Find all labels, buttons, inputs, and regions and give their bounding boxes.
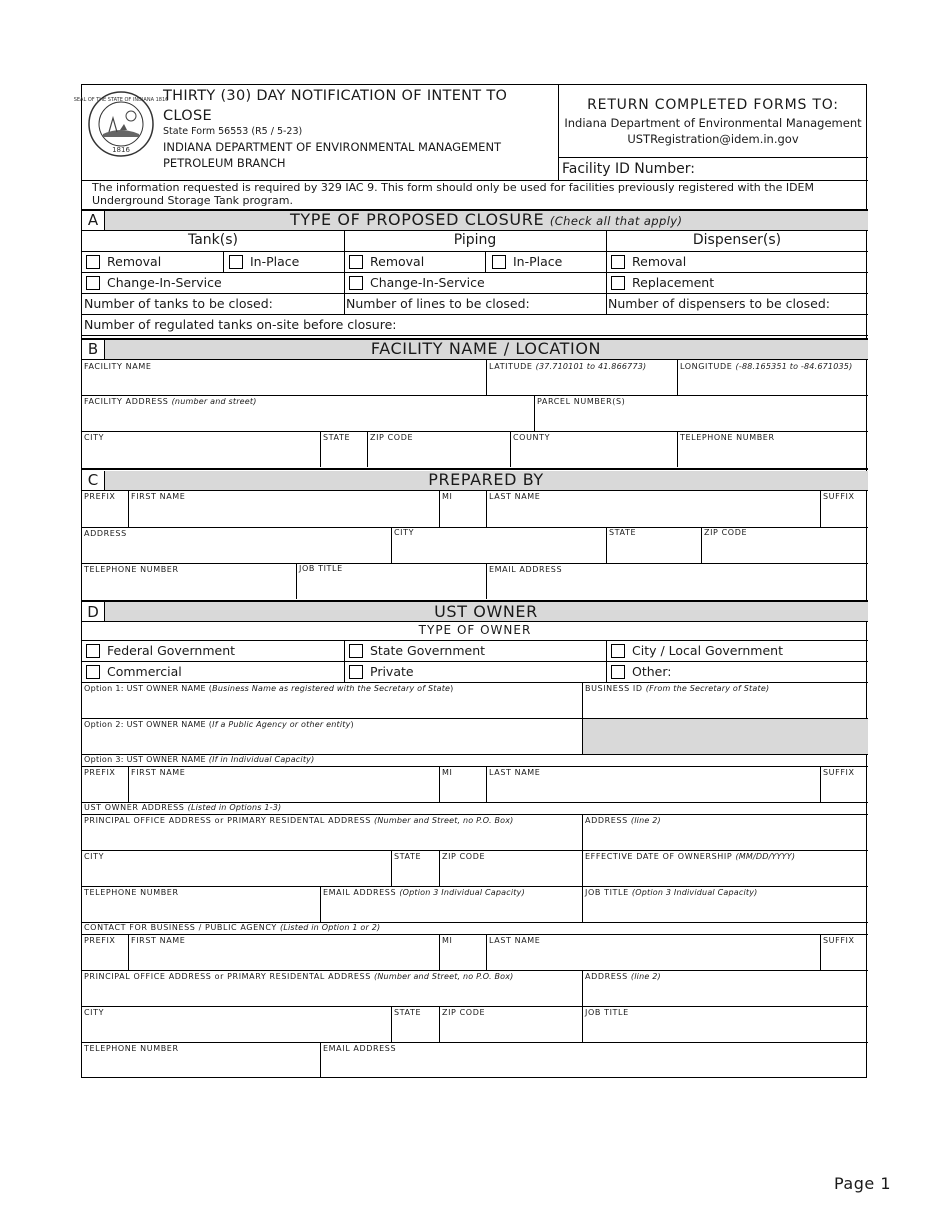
c-mi-field[interactable]: MI <box>442 492 453 501</box>
c-email-field[interactable]: EMAIL ADDRESS <box>489 565 563 574</box>
col-divider <box>510 431 511 467</box>
longitude-field[interactable] <box>680 362 852 372</box>
col-divider <box>677 431 678 467</box>
facility-address-field[interactable] <box>84 397 257 407</box>
b-state-field[interactable]: STATE <box>323 433 351 442</box>
col-divider <box>439 1006 440 1042</box>
pipe-inplace-checkbox[interactable] <box>492 255 506 269</box>
col-divider <box>439 850 440 886</box>
col-divider <box>677 359 678 395</box>
col-divider <box>391 850 392 886</box>
return-email[interactable]: USTRegistration@idem.in.gov <box>627 132 799 146</box>
contact-telephone-field[interactable]: TELEPHONE NUMBER <box>84 1044 179 1053</box>
col-divider <box>486 563 487 599</box>
rule <box>82 431 868 432</box>
piping-header: Piping <box>453 232 497 248</box>
contact-state-field[interactable]: STATE <box>394 1008 422 1017</box>
other-checkbox[interactable] <box>611 665 625 679</box>
d-email-field[interactable] <box>323 888 525 898</box>
rule <box>82 1042 868 1043</box>
section-a-title-text: TYPE OF PROPOSED CLOSURE <box>290 210 545 229</box>
col-divider <box>344 640 345 682</box>
contact-mi-field[interactable]: MI <box>442 936 453 945</box>
col-divider <box>296 563 297 599</box>
rule <box>82 335 868 336</box>
col-divider <box>606 527 607 563</box>
federal-checkbox[interactable] <box>86 644 100 658</box>
section-a-title <box>290 210 682 231</box>
section-a-letter: A <box>87 211 99 229</box>
section-b-title: FACILITY NAME / LOCATION <box>370 339 602 358</box>
rule <box>82 230 868 231</box>
section-d-title: UST OWNER <box>434 602 538 621</box>
rule <box>82 490 868 491</box>
owner-address-hint: (Listed in Options 1-3) <box>187 803 282 812</box>
closure-form <box>73 84 867 1078</box>
contact-email-field[interactable]: EMAIL ADDRESS <box>323 1044 397 1053</box>
commercial-checkbox[interactable] <box>86 665 100 679</box>
tank-inplace-checkbox[interactable] <box>229 255 243 269</box>
contact-job-title-field[interactable]: JOB TITLE <box>585 1008 629 1017</box>
rule <box>82 886 868 887</box>
address-line2-hint: (line 2) <box>630 816 661 825</box>
rule <box>82 395 868 396</box>
effective-date-hint: (MM/DD/YYYY) <box>735 852 796 861</box>
branch-name: PETROLEUM BRANCH <box>163 156 286 170</box>
opt1-hint: Business Name as registered with the Secretary of State <box>212 684 451 693</box>
business-id-label: BUSINESS ID <box>585 684 643 693</box>
svg-text:1816: 1816 <box>112 146 130 154</box>
col-divider <box>820 766 821 802</box>
d-first-name-field[interactable]: FIRST NAME <box>131 768 186 777</box>
email3-hint: (Option 3 Individual Capacity) <box>399 888 525 897</box>
pipe-change-checkbox[interactable] <box>349 276 363 290</box>
num-lines-field[interactable]: Number of lines to be closed: <box>346 296 530 311</box>
c-state-field[interactable]: STATE <box>609 528 637 537</box>
rule <box>82 814 868 815</box>
contact-prefix-field[interactable]: PREFIX <box>84 936 116 945</box>
tank-change-checkbox[interactable] <box>86 276 100 290</box>
num-dispensers-field[interactable]: Number of dispensers to be closed: <box>608 296 830 311</box>
d-zip-field[interactable]: ZIP CODE <box>442 852 486 861</box>
rule <box>82 272 868 273</box>
col-divider <box>486 934 487 970</box>
col-divider <box>439 766 440 802</box>
state-form-number: State Form 56553 (R5 / 5-23) <box>163 126 303 137</box>
col-divider <box>485 251 486 272</box>
section-c-letter: C <box>87 471 99 489</box>
owner-address-heading <box>84 803 281 813</box>
d-telephone-field[interactable]: TELEPHONE NUMBER <box>84 888 179 897</box>
col-divider <box>606 230 607 314</box>
private-label: Private <box>370 664 414 679</box>
opt3-hint: (If in Individual Capacity) <box>208 755 315 764</box>
contact-heading <box>84 923 380 933</box>
tank-change-label: Change-In-Service <box>107 275 222 290</box>
rule <box>82 640 868 641</box>
d-job-title-field[interactable] <box>585 888 757 898</box>
contact-hint: (Listed in Option 1 or 2) <box>280 923 381 932</box>
col-divider <box>820 490 821 527</box>
page-number: Page 1 <box>834 1174 891 1193</box>
col-divider <box>582 814 583 850</box>
contact-suffix-field[interactable]: SUFFIX <box>823 936 855 945</box>
contact-address-line2-label: ADDRESS <box>585 972 628 981</box>
col-divider <box>128 490 129 527</box>
principal-address-hint: (Number and Street, no P.O. Box) <box>374 816 514 825</box>
rule <box>82 527 868 528</box>
contact-last-name-field[interactable]: LAST NAME <box>489 936 541 945</box>
num-tanks-field[interactable]: Number of tanks to be closed: <box>84 296 273 311</box>
contact-label: CONTACT FOR BUSINESS / PUBLIC AGENCY <box>84 923 277 932</box>
rule <box>82 661 868 662</box>
tank-removal-label: Removal <box>107 254 162 269</box>
title-line-2: CLOSE <box>163 108 212 124</box>
col-divider <box>582 886 583 922</box>
contact-first-name-field[interactable]: FIRST NAME <box>131 936 186 945</box>
facility-name-field[interactable]: FACILITY NAME <box>84 362 152 371</box>
effective-date-field[interactable] <box>585 852 795 862</box>
c-address-field[interactable]: ADDRESS <box>84 529 127 538</box>
latitude-label: LATITUDE <box>489 362 533 371</box>
b-zip-field[interactable]: ZIP CODE <box>370 433 414 442</box>
section-d-letter: D <box>87 603 99 621</box>
city-local-label: City / Local Government <box>632 643 783 658</box>
d-prefix-field[interactable]: PREFIX <box>84 768 116 777</box>
c-last-name-field[interactable]: LAST NAME <box>489 492 541 501</box>
pipe-removal-checkbox[interactable] <box>349 255 363 269</box>
b-city-field[interactable]: CITY <box>84 433 105 442</box>
commercial-label: Commercial <box>107 664 182 679</box>
opt3-heading <box>84 755 314 765</box>
section-a-letter-divider <box>104 210 105 230</box>
rule <box>82 766 868 767</box>
owner-address-label: UST OWNER ADDRESS <box>84 803 185 812</box>
tank-removal-checkbox[interactable] <box>86 255 100 269</box>
opt2-close: ) <box>350 720 354 729</box>
col-divider <box>486 766 487 802</box>
rule <box>82 293 868 294</box>
disp-replacement-checkbox[interactable] <box>611 276 625 290</box>
b-telephone-field[interactable]: TELEPHONE NUMBER <box>680 433 775 442</box>
c-job-title-field[interactable]: JOB TITLE <box>299 564 343 573</box>
city-local-checkbox[interactable] <box>611 644 625 658</box>
col-divider <box>439 490 440 527</box>
rule <box>82 359 868 360</box>
effective-date-label: EFFECTIVE DATE OF OWNERSHIP <box>585 852 733 861</box>
c-telephone-field[interactable]: TELEPHONE NUMBER <box>84 565 179 574</box>
rule <box>82 314 868 315</box>
form-title <box>163 86 507 126</box>
col-divider <box>128 934 129 970</box>
opt1-label: Option 1: UST OWNER NAME ( <box>84 684 213 693</box>
d-last-name-field[interactable]: LAST NAME <box>489 768 541 777</box>
col-divider <box>344 230 345 314</box>
svg-text:SEAL OF THE STATE OF INDIANA 1: SEAL OF THE STATE OF INDIANA 1816 <box>73 97 169 103</box>
job-title3-hint: (Option 3 Individual Capacity) <box>631 888 758 897</box>
col-divider <box>486 490 487 527</box>
type-of-owner-heading: TYPE OF OWNER <box>418 623 532 637</box>
contact-city-field[interactable]: CITY <box>84 1008 105 1017</box>
col-divider <box>582 1006 583 1042</box>
business-id-hint: (From the Secretary of State) <box>645 684 770 693</box>
title-line-1: THIRTY (30) DAY NOTIFICATION OF INTENT TO <box>163 88 508 104</box>
disp-replacement-label: Replacement <box>632 275 715 290</box>
private-checkbox[interactable] <box>349 665 363 679</box>
opt2-label: Option 2: UST OWNER NAME ( <box>84 720 213 729</box>
rule <box>82 970 868 971</box>
disp-removal-label: Removal <box>632 254 687 269</box>
col-divider <box>320 886 321 922</box>
c-city-field[interactable]: CITY <box>394 528 415 537</box>
col-divider <box>820 934 821 970</box>
address-line2-field[interactable] <box>585 816 661 826</box>
info-notice: The information requested is required by 329 IAC 9. This form should only be used for facilities previously registered with the IDEM Underground Storage Tank program. <box>92 181 814 207</box>
col-divider <box>701 527 702 563</box>
col-divider <box>391 527 392 563</box>
col-divider <box>320 1042 321 1078</box>
col-divider <box>128 766 129 802</box>
pipe-inplace-label: In-Place <box>513 254 563 269</box>
col-divider <box>534 395 535 431</box>
tanks-header: Tank(s) <box>187 232 238 248</box>
contact-principal-address-hint: (Number and Street, no P.O. Box) <box>374 972 514 981</box>
opt1-owner-name-field[interactable] <box>84 684 454 694</box>
section-c-title: PREPARED BY <box>428 470 544 489</box>
rule <box>82 563 868 564</box>
facility-address-label: FACILITY ADDRESS <box>84 397 169 406</box>
rule <box>82 621 868 622</box>
opt2-hint: If a Public Agency or other entity <box>212 720 351 729</box>
num-regulated-field[interactable]: Number of regulated tanks on-site before closure: <box>84 317 397 332</box>
c-suffix-field[interactable]: SUFFIX <box>823 492 855 501</box>
c-first-name-field[interactable]: FIRST NAME <box>131 492 186 501</box>
latitude-range: (37.710101 to 41.866773) <box>535 362 647 371</box>
rule <box>82 1006 868 1007</box>
opt2-owner-name-field[interactable] <box>84 720 354 730</box>
col-divider <box>582 970 583 1006</box>
state-gov-label: State Government <box>370 643 486 658</box>
rule <box>82 850 868 851</box>
c-zip-field[interactable]: ZIP CODE <box>704 528 748 537</box>
rule <box>82 682 868 683</box>
state-gov-checkbox[interactable] <box>349 644 363 658</box>
b-county-field[interactable]: COUNTY <box>513 433 551 442</box>
state-seal-icon <box>73 90 169 158</box>
facility-address-hint: (number and street) <box>171 397 257 406</box>
pipe-removal-label: Removal <box>370 254 425 269</box>
dispenser-header: Dispenser(s) <box>692 232 782 248</box>
d-city-field[interactable]: CITY <box>84 852 105 861</box>
tank-inplace-label: In-Place <box>250 254 300 269</box>
business-id-field[interactable] <box>585 684 769 694</box>
gray-cell <box>583 719 868 754</box>
principal-address-label: PRINCIPAL OFFICE ADDRESS or PRIMARY RESIDENTAL ADDRESS <box>84 816 371 825</box>
d-state-field[interactable]: STATE <box>394 852 422 861</box>
return-agency: Indiana Department of Environmental Management <box>564 116 862 130</box>
other-label[interactable]: Other: <box>632 664 672 679</box>
principal-address-field[interactable] <box>84 816 513 826</box>
d-mi-field[interactable]: MI <box>442 768 453 777</box>
col-divider <box>320 431 321 467</box>
section-b-letter: B <box>87 340 99 358</box>
rule <box>82 934 868 935</box>
col-divider <box>439 934 440 970</box>
col-divider <box>582 850 583 886</box>
opt1-close: ) <box>450 684 454 693</box>
d-suffix-field[interactable]: SUFFIX <box>823 768 855 777</box>
opt3-label: Option 3: UST OWNER NAME <box>84 755 206 764</box>
pipe-change-label: Change-In-Service <box>370 275 485 290</box>
section-a-subtitle: (Check all that apply) <box>549 214 683 228</box>
address-line2-label: ADDRESS <box>585 816 628 825</box>
parcel-field[interactable]: PARCEL NUMBER(S) <box>537 397 626 406</box>
contact-address-line2-field[interactable] <box>585 972 661 982</box>
longitude-label: LONGITUDE <box>680 362 733 371</box>
col-divider <box>486 359 487 395</box>
email3-label: EMAIL ADDRESS <box>323 888 397 897</box>
agency-name: INDIANA DEPARTMENT OF ENVIRONMENTAL MANAGEMENT <box>163 140 502 154</box>
return-heading: RETURN COMPLETED FORMS TO: <box>587 97 839 113</box>
contact-zip-field[interactable]: ZIP CODE <box>442 1008 486 1017</box>
col-divider <box>223 251 224 272</box>
col-divider <box>606 640 607 682</box>
facility-id-label: Facility ID Number: <box>562 161 696 177</box>
col-divider <box>391 1006 392 1042</box>
federal-label: Federal Government <box>107 643 236 658</box>
contact-principal-address-label: PRINCIPAL OFFICE ADDRESS or PRIMARY RESIDENTAL ADDRESS <box>84 972 371 981</box>
rule <box>82 251 868 252</box>
job-title3-label: JOB TITLE <box>585 888 629 897</box>
header-rule <box>558 157 868 158</box>
longitude-range: (-88.165351 to -84.671035) <box>735 362 853 371</box>
contact-address-line2-hint: (line 2) <box>630 972 661 981</box>
col-divider <box>367 431 368 467</box>
contact-principal-address-field[interactable] <box>84 972 513 982</box>
latitude-field[interactable] <box>489 362 646 372</box>
c-prefix-field[interactable]: PREFIX <box>84 492 116 501</box>
disp-removal-checkbox[interactable] <box>611 255 625 269</box>
